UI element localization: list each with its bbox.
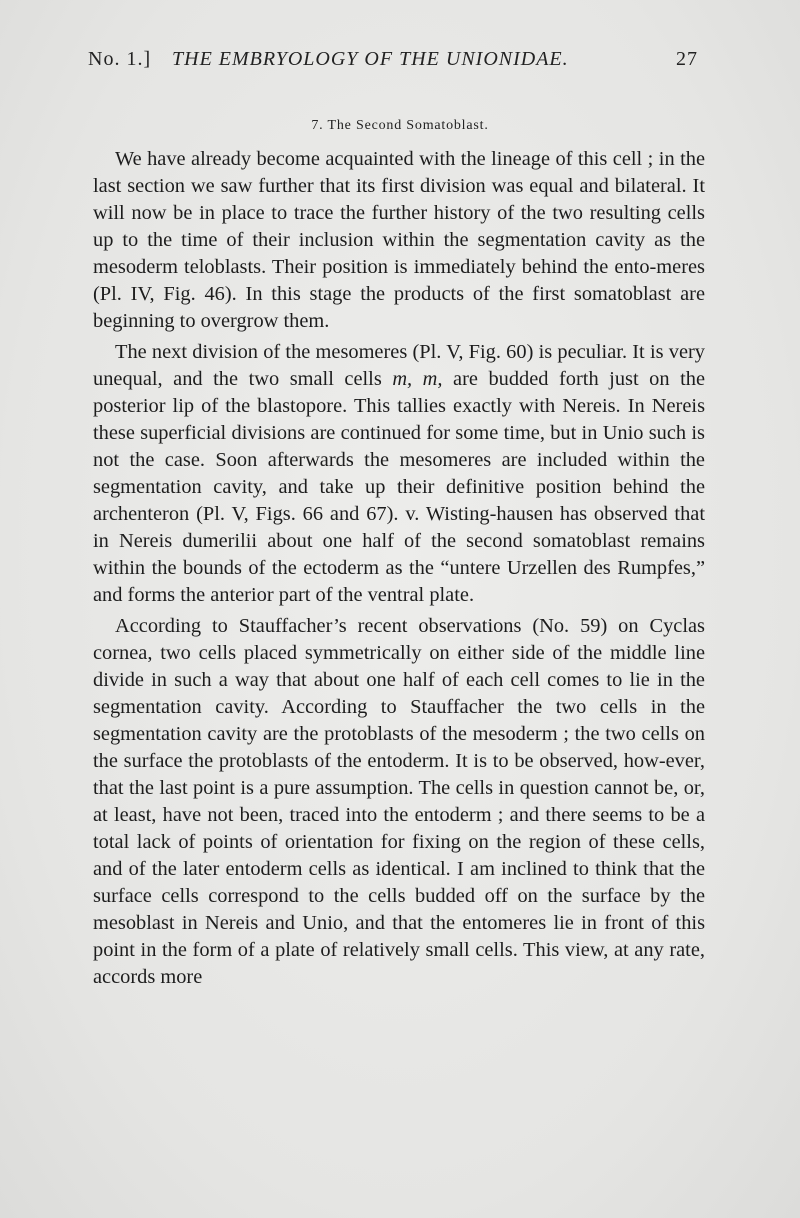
page-number: 27 [676, 48, 698, 70]
paragraph-1: We have already become acquainted with the lineage of this cell ; in the last section we saw further that its first division was equal and bilateral. It will now be in place to trace the further history of the two resulting cells up to the time of their inclusion within the segmentation cavity as the mesoderm teloblasts. Their position is immediately behind the ento-meres (Pl. IV, Fig. 46). In this stage the products of the first somatoblast are beginning to overgrow them. [93, 148, 705, 332]
running-head [88, 48, 698, 78]
journal-number: No. 1.] [88, 48, 152, 70]
paragraph-2-start: The next division of the mesomeres (Pl. V, Fig. 60) is peculiar. It is very unequal, and the two small cells [93, 341, 705, 390]
paragraph-3: According to Stauffacher’s recent observations (No. 59) on Cyclas cornea, two cells placed symmetrically on either side of the middle line divide in such a way that about one half of each cell comes to lie in the segmentation cavity. According to Stauffacher the two cells in the segmentation cavity are the protoblasts of the mesoderm ; the two cells on the surface the protoblasts of the entoderm. It is to be observed, how-ever, that the last point is a pure assumption. The cells in question cannot be, or, at least, have not been, traced into the entoderm ; and there seems to be a total lack of points of orientation for fixing on the region of these cells, and of the later entoderm cells as identical. I am inclined to think that the surface cells correspond to the cells budded off on the surface by the mesoblast in Nereis and Unio, and that the entomeres lie in front of this point in the form of a plate of relatively small cells. This view, at any rate, accords more [93, 615, 705, 988]
running-title: THE EMBRYOLOGY OF THE UNIONIDAE. [172, 48, 569, 70]
paragraph-2-end: are budded forth just on the posterior lip of the blastopore. This tallies exactly with Nereis. In Nereis these superficial divisions are continued for some time, but in Unio such is not the case. Soon afterwards the mesomeres are included within the segmentation cavity, and take up their definitive position behind the archenteron (Pl. V, Figs. 66 and 67). v. Wisting-hausen has observed that in Nereis dumerilii about one half of the second somatoblast remains within the bounds of the ectoderm as the “untere Urzellen des Rumpfes,” and forms the anterior part of the ventral plate. [93, 368, 705, 606]
body-text [93, 146, 705, 995]
section-heading: 7. The Second Somatoblast. [311, 118, 489, 133]
paragraph-2 [93, 339, 705, 609]
cell-label-italic: m, m, [392, 368, 443, 390]
